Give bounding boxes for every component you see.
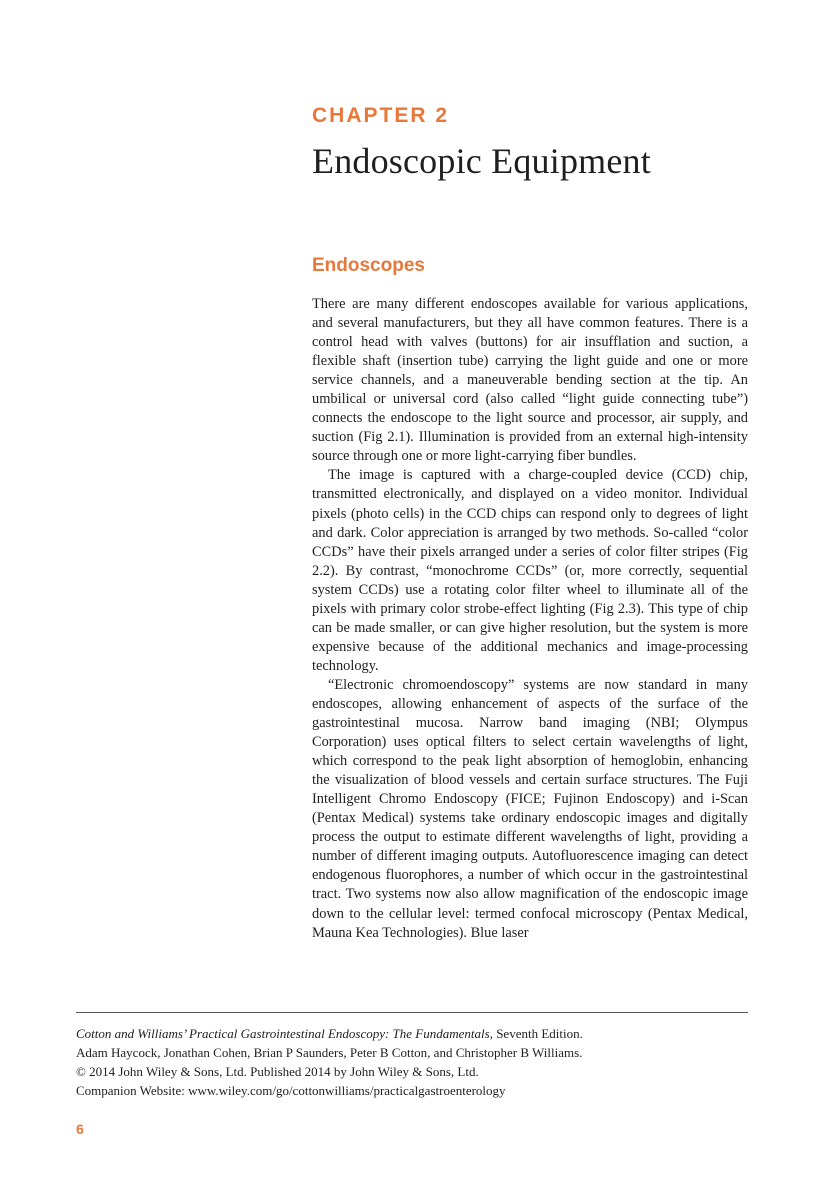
copyright-footer [76, 1024, 756, 1100]
body-text [312, 295, 748, 943]
chapter-label: CHAPTER 2 [312, 104, 450, 127]
footer-divider [76, 1012, 748, 1013]
citation-line [76, 1024, 756, 1043]
page-number: 6 [76, 1121, 84, 1137]
paragraph: There are many different endoscopes available for various applications, and several manufacturers, but they all have common features. There is a control head with valves (buttons) for air insufflation and suction, a flexible shaft (insertion tube) carrying the light guide and one or more service channels, and a maneuverable bending section at the tip. An umbilical or universal cord (also called “light guide connecting tube”) connects the endoscope to the light source and processor, air supply, and suction (Fig 2.1). Illumination is provided from an external high-intensity source through one or more light-carrying fiber bundles. [312, 296, 748, 465]
chapter-title: Endoscopic Equipment [312, 141, 651, 181]
paragraph: The image is captured with a charge-coupled device (CCD) chip, transmitted electronically, and displayed on a video monitor. Individual pixels (photo cells) in the CCD chips can respond only to degrees of light and dark. Color appreciation is arranged by two methods. So-called “color CCDs” have their pixels arranged under a series of color filter stripes (Fig 2.2). By contrast, “monochrome CCDs” (or, more correctly, sequential system CCDs) use a rotating color filter wheel to illuminate all of the pixels with primary color strobe-effect lighting (Fig 2.3). This type of chip can be made smaller, or can give higher resolution, but the system is more expensive because of the additional mechanics and image-processing technology. [312, 467, 748, 674]
paragraph: “Electronic chromoendoscopy” systems are now standard in many endoscopes, allowing enhancement of aspects of the surface of the gastrointestinal mucosa. Narrow band imaging (NBI; Olympus Corporation) uses optical filters to select certain wavelengths of light, which correspond to the peak light absorption of hemoglobin, enhancing the visualization of blood vessels and certain surface structures. The Fuji Intelligent Chromo Endoscopy (FICE; Fujinon Endoscopy) and i-Scan (Pentax Medical) systems take ordinary endoscopic images and digitally process the output to estimate different wavelengths of light, providing a number of different imaging outputs. Autofluorescence imaging can detect endogenous fluorophores, a number of which occur in the gastrointestinal tract. Two systems now also allow magnification of the endoscopic image down to the cellular level: termed confocal microscopy (Pentax Medical, Mauna Kea Technologies). Blue laser [312, 676, 748, 941]
copyright-line: © 2014 John Wiley & Sons, Ltd. Published 2014 by John Wiley & Sons, Ltd. [76, 1064, 479, 1079]
edition: , Seventh Edition. [489, 1026, 583, 1041]
book-title: Cotton and Williams’ Practical Gastrointestinal Endoscopy: The Fundamentals [76, 1026, 490, 1041]
section-heading: Endoscopes [312, 255, 425, 276]
website-line: Companion Website: www.wiley.com/go/cottonwilliams/practicalgastroenterology [76, 1083, 506, 1098]
authors-line: Adam Haycock, Jonathan Cohen, Brian P Saunders, Peter B Cotton, and Christopher B Williams. [76, 1045, 583, 1060]
